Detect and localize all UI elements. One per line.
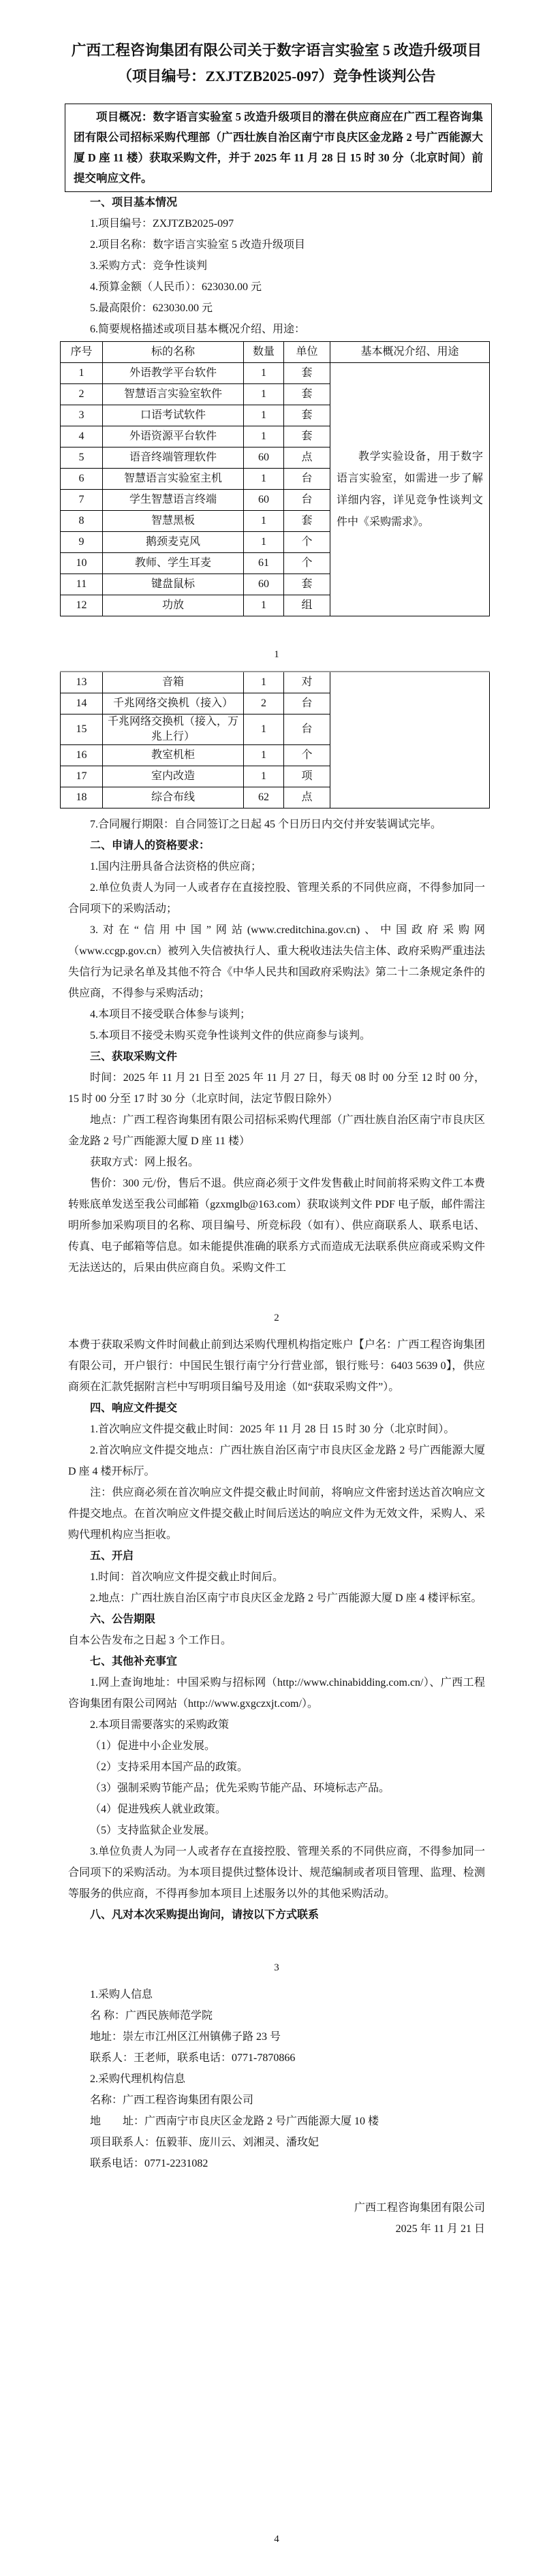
item-description-cell [330, 363, 490, 616]
procurement-method: 3.采购方式：竞争性谈判 [90, 260, 208, 272]
item-quantity: 1 [244, 766, 284, 787]
buyer-address: 地址：崇左市江州区江州镇佛子路 23 号 [90, 2031, 281, 2043]
table-row [61, 672, 490, 693]
item-quantity: 62 [244, 787, 284, 808]
item-index: 12 [61, 595, 103, 616]
item-unit: 套 [284, 511, 330, 532]
policy-item-5: （5）支持监狱企业发展。 [90, 1825, 216, 1836]
item-index: 2 [61, 384, 103, 405]
section-6-heading: 六、公告期限 [90, 1614, 156, 1625]
budget-amount: 4.预算金额（人民币）：623030.00 元 [90, 281, 262, 293]
item-quantity: 61 [244, 553, 284, 574]
item-index: 3 [61, 405, 103, 426]
signature-date: 2025 年 11 月 21 日 [395, 2223, 485, 2235]
items-table-page1 [60, 341, 490, 616]
item-index: 10 [61, 553, 103, 574]
item-name: 教师、学生耳麦 [103, 553, 244, 574]
items-table-page2 [60, 671, 490, 808]
supplementary-item-3: 3.单位负责人为同一人或者存在直接控股、管理关系的不同供应商，不得参加同一合同项下的采购活动。为本项目提供过整体设计、规范编制或者项目管理、监理、检测等服务的供应商，不得再参加本项目上述服务以外的其他采购活动。 [68, 1846, 485, 1900]
item-quantity: 1 [244, 426, 284, 447]
item-description-text: 教学实验设备，用于数字语言实验室，如需进一步了解详细内容，详见竞争性谈判文件中《采购需求》。 [337, 450, 483, 528]
item-quantity: 60 [244, 574, 284, 595]
procurement-policy-heading: 2.本项目需要落实的采购政策 [90, 1719, 230, 1731]
agency-phone: 联系电话：0771-2231082 [90, 2158, 208, 2169]
item-index: 7 [61, 490, 103, 511]
col-header-description: 基本概况介绍、用途 [330, 342, 490, 363]
item-unit: 套 [284, 405, 330, 426]
project-overview-text: 项目概况：数字语言实验室 5 改造升级项目的潜在供应商应在广西工程咨询集团有限公司招标采购代理部（广西壮族自治区南宁市良庆区金龙路 2 号广西能源大厦 D 座 11 楼）获取采购文件，并于 2025 年 11 月 28 日 15 时 30 分（北京时间）前提交响应文件。 [74, 110, 483, 185]
item-quantity: 1 [244, 405, 284, 426]
item-quantity: 1 [244, 745, 284, 766]
item-unit: 台 [284, 469, 330, 490]
item-name: 教室机柜 [103, 745, 244, 766]
document-price: 售价：300 元/份，售后不退。供应商必须于文件发售截止时间前将采购文件工本费转账底单发送至我公司邮箱（gzxmglb@163.com）获取谈判文件 PDF 电子版，邮件需注明所参加采购项目的名称、项目编号、所竞标段（如有）、供应商联系人、联系电话、传真、电子邮箱等信息。如未能提供准确的联系方式而造成无法联系供应商或采购文件无法送达的，后果由供应商自负。采购文件工 [68, 1178, 485, 1274]
item-index: 18 [61, 787, 103, 808]
item-index: 5 [61, 447, 103, 469]
project-overview-box [65, 104, 492, 192]
buyer-contact: 联系人：王老师，联系电话：0771-7870866 [90, 2052, 296, 2064]
page-number-3: 3 [274, 1962, 279, 1973]
item-name: 语音终端管理软件 [103, 447, 244, 469]
project-name: 2.项目名称：数字语言实验室 5 改造升级项目 [90, 239, 306, 251]
item-unit: 对 [284, 672, 330, 693]
item-unit: 台 [284, 714, 330, 745]
item-unit: 台 [284, 490, 330, 511]
section-4-heading: 四、响应文件提交 [90, 1402, 178, 1414]
policy-item-4: （4）促进残疾人就业政策。 [90, 1804, 227, 1815]
item-quantity: 60 [244, 490, 284, 511]
table-header-row [61, 342, 490, 363]
section-8-heading: 八、凡对本次采购提出询问，请按以下方式联系 [90, 1909, 320, 1921]
section-5-heading: 五、开启 [90, 1550, 134, 1562]
item-name: 综合布线 [103, 787, 244, 808]
opening-place: 2.地点：广西壮族自治区南宁市良庆区金龙路 2 号广西能源大厦 D 座 4 楼评标室。 [90, 1592, 482, 1604]
signature-company: 广西工程咨询集团有限公司 [354, 2202, 485, 2214]
item-quantity: 1 [244, 714, 284, 745]
item-quantity: 1 [244, 384, 284, 405]
item-unit: 组 [284, 595, 330, 616]
item-unit: 套 [284, 384, 330, 405]
item-quantity: 1 [244, 511, 284, 532]
item-quantity: 1 [244, 532, 284, 553]
col-header-index: 序号 [61, 342, 103, 363]
item-index: 1 [61, 363, 103, 384]
obtain-place: 地点：广西工程咨询集团有限公司招标采购代理部（广西壮族自治区南宁市良庆区金龙路 2 号广西能源大厦 D 座 11 楼） [68, 1114, 485, 1147]
item-description-cell-empty [330, 672, 490, 808]
qualification-item-3: 3.对在“信用中国”网站(www.creditchina.gov.cn)、中国政府采购网（www.ccgp.gov.cn）被列入失信被执行人、重大税收违法失信主体、政府采购严重违法失信行为记录名单及其他不符合《中华人民共和国政府采购法》第二十二条规定条件的供应商，不得参与采购活动； [68, 924, 485, 999]
item-quantity: 1 [244, 469, 284, 490]
item-name: 外语资源平台软件 [103, 426, 244, 447]
page-number-4: 4 [274, 2534, 279, 2545]
item-unit: 套 [284, 574, 330, 595]
col-header-item-name: 标的名称 [103, 342, 244, 363]
item-quantity: 1 [244, 363, 284, 384]
qualification-item-5: 5.本项目不接受未购买竞争性谈判文件的供应商参与谈判。 [90, 1030, 371, 1041]
item-name: 口语考试软件 [103, 405, 244, 426]
item-name: 键盘鼠标 [103, 574, 244, 595]
item-name: 学生智慧语言终端 [103, 490, 244, 511]
obtain-time: 时间：2025 年 11 月 21 日至 2025 年 11 月 27 日，每天 08 时 00 分至 12 时 00 分，15 时 00 分至 17 时 30 分（北京时间，法定节假日除外） [68, 1072, 485, 1105]
section-2-heading: 二、申请人的资格要求： [90, 840, 211, 851]
section-7-heading: 七、其他补充事宜 [90, 1656, 178, 1667]
document-title-line2: （项目编号：ZXJTZB2025-097）竞争性谈判公告 [117, 68, 436, 84]
agency-info-heading: 2.采购代理机构信息 [90, 2073, 186, 2085]
item-unit: 项 [284, 766, 330, 787]
buyer-info-heading: 1.采购人信息 [90, 1989, 153, 2000]
buyer-name: 名 称：广西民族师范学院 [90, 2010, 213, 2022]
project-number: 1.项目编号：ZXJTZB2025-097 [90, 218, 234, 230]
document-title-line1: 广西工程咨询集团有限公司关于数字语言实验室 5 改造升级项目 [71, 42, 482, 59]
item-unit: 套 [284, 363, 330, 384]
item-name: 室内改造 [103, 766, 244, 787]
page-4 [0, 1984, 545, 2576]
item-name: 智慧黑板 [103, 511, 244, 532]
policy-item-2: （2）支持采用本国产品的政策。 [90, 1761, 249, 1773]
item-name: 智慧语言实验室主机 [103, 469, 244, 490]
item-index: 8 [61, 511, 103, 532]
section-3-heading: 三、获取采购文件 [90, 1051, 178, 1063]
item-quantity: 60 [244, 447, 284, 469]
agency-contacts: 项目联系人：伍毅菲、庞川云、刘湘灵、潘玫妃 [90, 2137, 320, 2148]
obtain-method: 获取方式：网上报名。 [90, 1157, 200, 1168]
submission-place: 2.首次响应文件提交地点：广西壮族自治区南宁市良庆区金龙路 2 号广西能源大厦 D 座 4 楼开标厅。 [68, 1445, 485, 1477]
col-header-unit: 单位 [284, 342, 330, 363]
item-name: 功放 [103, 595, 244, 616]
qualification-item-1: 1.国内注册具备合法资格的供应商； [90, 861, 262, 873]
online-query-address: 1.网上查询地址：中国采购与招标网（http://www.chinabidding.com.cn/）、广西工程咨询集团有限公司网站（http://www.gxgczxjt.com/）。 [68, 1677, 485, 1710]
page-number-1: 1 [274, 649, 279, 660]
qualification-item-4: 4.本项目不接受联合体参与谈判； [90, 1009, 251, 1020]
item-quantity: 1 [244, 595, 284, 616]
policy-item-3: （3）强制采购节能产品；优先采购节能产品、环境标志产品。 [90, 1782, 390, 1794]
item-quantity: 2 [244, 693, 284, 714]
item-index: 13 [61, 672, 103, 693]
max-price: 5.最高限价：623030.00 元 [90, 302, 213, 314]
contract-period: 7.合同履行期限：自合同签订之日起 45 个日历日内交付并安装调试完毕。 [90, 819, 442, 830]
page-2 [0, 671, 545, 1325]
item-name: 外语教学平台软件 [103, 363, 244, 384]
qualification-item-2: 2.单位负责人为同一人或者存在直接控股、管理关系的不同供应商，不得参加同一合同项下的采购活动； [68, 882, 485, 915]
item-index: 9 [61, 532, 103, 553]
announcement-period: 自本公告发布之日起 3 个工作日。 [68, 1635, 232, 1646]
page-number-2: 2 [274, 1313, 279, 1323]
item-unit: 个 [284, 745, 330, 766]
item-name: 音箱 [103, 672, 244, 693]
item-name: 智慧语言实验室软件 [103, 384, 244, 405]
document-price-continued: 本费于获取采购文件时间截止前到达采购代理机构指定账户【户名：广西工程咨询集团有限公司，开户银行：中国民生银行南宁分行营业部，银行账号：6403 5639 0】，供应商须在汇款凭据附言栏中写明项目编号及用途（如“获取采购文件”）。 [68, 1339, 485, 1393]
agency-name: 名称：广西工程咨询集团有限公司 [90, 2094, 254, 2106]
item-unit: 点 [284, 787, 330, 808]
item-index: 4 [61, 426, 103, 447]
policy-item-1: （1）促进中小企业发展。 [90, 1740, 216, 1752]
item-name: 鹅颈麦克风 [103, 532, 244, 553]
item-unit: 点 [284, 447, 330, 469]
submission-deadline: 1.首次响应文件提交截止时间：2025 年 11 月 28 日 15 时 30 分（北京时间）。 [90, 1424, 455, 1435]
submission-note: 注：供应商必须在首次响应文件提交截止时间前，将响应文件密封送达首次响应文件提交地点。在首次响应文件提交截止时间后送达的响应文件为无效文件，采购人、采购代理机构应当拒收。 [68, 1487, 485, 1541]
spec-intro-label: 6.简要规格描述或项目基本概况介绍、用途： [90, 324, 306, 335]
item-unit: 个 [284, 532, 330, 553]
item-name: 千兆网络交换机（接入） [103, 693, 244, 714]
table-row [61, 363, 490, 384]
section-1-heading: 一、项目基本情况 [90, 197, 178, 208]
item-index: 14 [61, 693, 103, 714]
col-header-quantity: 数量 [244, 342, 284, 363]
item-index: 17 [61, 766, 103, 787]
agency-address: 地 址：广西南宁市良庆区金龙路 2 号广西能源大厦 10 楼 [90, 2116, 379, 2127]
item-index: 16 [61, 745, 103, 766]
opening-time: 1.时间：首次响应文件提交截止时间后。 [90, 1571, 284, 1583]
page-3 [0, 1334, 545, 1975]
item-unit: 套 [284, 426, 330, 447]
item-quantity: 1 [244, 672, 284, 693]
item-index: 15 [61, 714, 103, 745]
item-unit: 台 [284, 693, 330, 714]
item-index: 11 [61, 574, 103, 595]
item-index: 6 [61, 469, 103, 490]
item-name: 千兆网络交换机（接入，万兆上行） [103, 714, 244, 745]
page-1 [0, 0, 545, 661]
item-unit: 个 [284, 553, 330, 574]
